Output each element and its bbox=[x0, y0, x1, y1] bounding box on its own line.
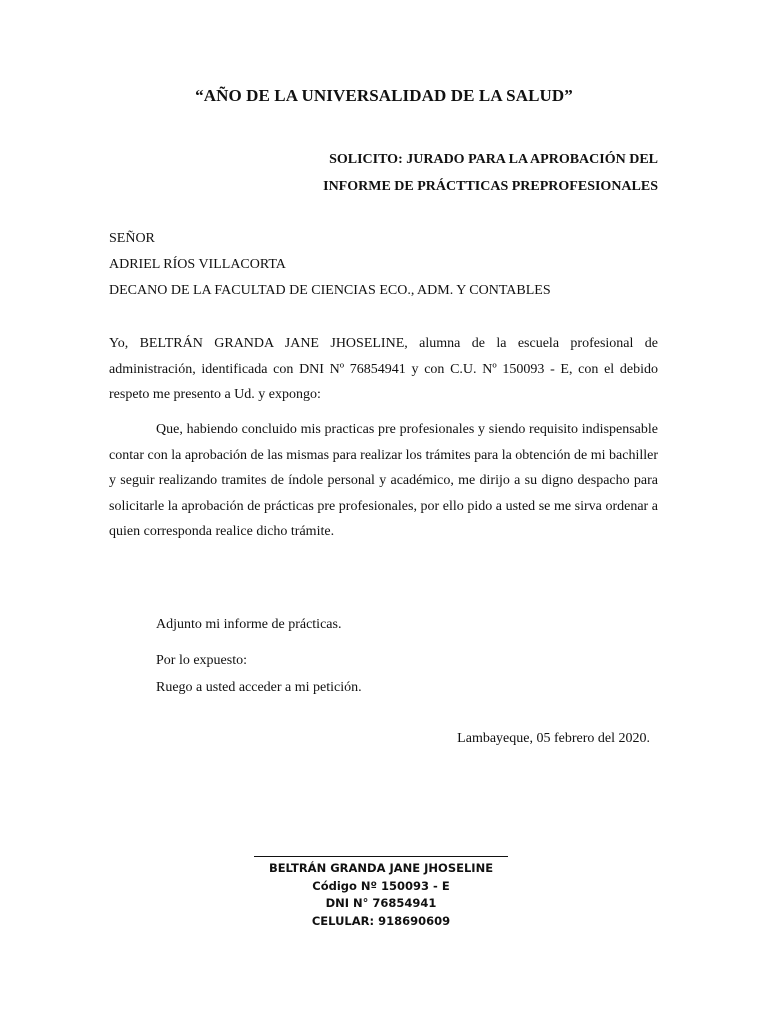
closing-plea: Ruego a usted acceder a mi petición. bbox=[156, 680, 362, 695]
signature-line bbox=[254, 856, 508, 857]
request-subject bbox=[323, 146, 658, 200]
signature-name: BELTRÁN GRANDA JANE JHOSELINE bbox=[268, 861, 494, 875]
addressee-salutation: SEÑOR bbox=[109, 231, 155, 246]
request-line-2: INFORME DE PRÁCTTICAS PREPROFESIONALES bbox=[323, 179, 658, 194]
signature-block bbox=[254, 860, 508, 930]
body-paragraph-1: Yo, BELTRÁN GRANDA JANE JHOSELINE, alumna de la escuela profesional de administración, identificada con DNI Nº 76854941 y con C.U. Nº 150093 - E, con el debido respeto me presento a Ud. y expongo: bbox=[109, 336, 658, 402]
body-paragraph-2: Que, habiendo concluido mis practicas pre profesionales y siendo requisito indispensable contar con la aprobación de las mismas para realizar los trámites para la obtención de mi bachiller y seguir realizando tramites de índole personal y académico, me dirijo a su digno despacho para solicitarle la aprobación de prácticas pre profesionales, por ello pido a usted se me sirva ordenar a quien corresponda realice dicho trámite. bbox=[109, 422, 658, 539]
year-title: “AÑO DE LA UNIVERSALIDAD DE LA SALUD” bbox=[195, 86, 573, 105]
addressee-name: ADRIEL RÍOS VILLACORTA bbox=[109, 257, 286, 272]
signature-code: Código Nº 150093 - E bbox=[312, 878, 450, 893]
signature-phone: CELULAR: 918690609 bbox=[311, 913, 451, 928]
addressee-position: DECANO DE LA FACULTAD DE CIENCIAS ECO., ADM. Y CONTABLES bbox=[109, 283, 551, 298]
signature-dni: DNI N° 76854941 bbox=[325, 896, 437, 910]
place-date: Lambayeque, 05 febrero del 2020. bbox=[457, 731, 650, 746]
request-line-1: SOLICITO: JURADO PARA LA APROBACIÓN DEL bbox=[329, 152, 658, 167]
closing-attachment: Adjunto mi informe de prácticas. bbox=[156, 617, 342, 632]
addressee-block bbox=[109, 226, 551, 304]
closing-therefore: Por lo expuesto: bbox=[156, 653, 247, 668]
